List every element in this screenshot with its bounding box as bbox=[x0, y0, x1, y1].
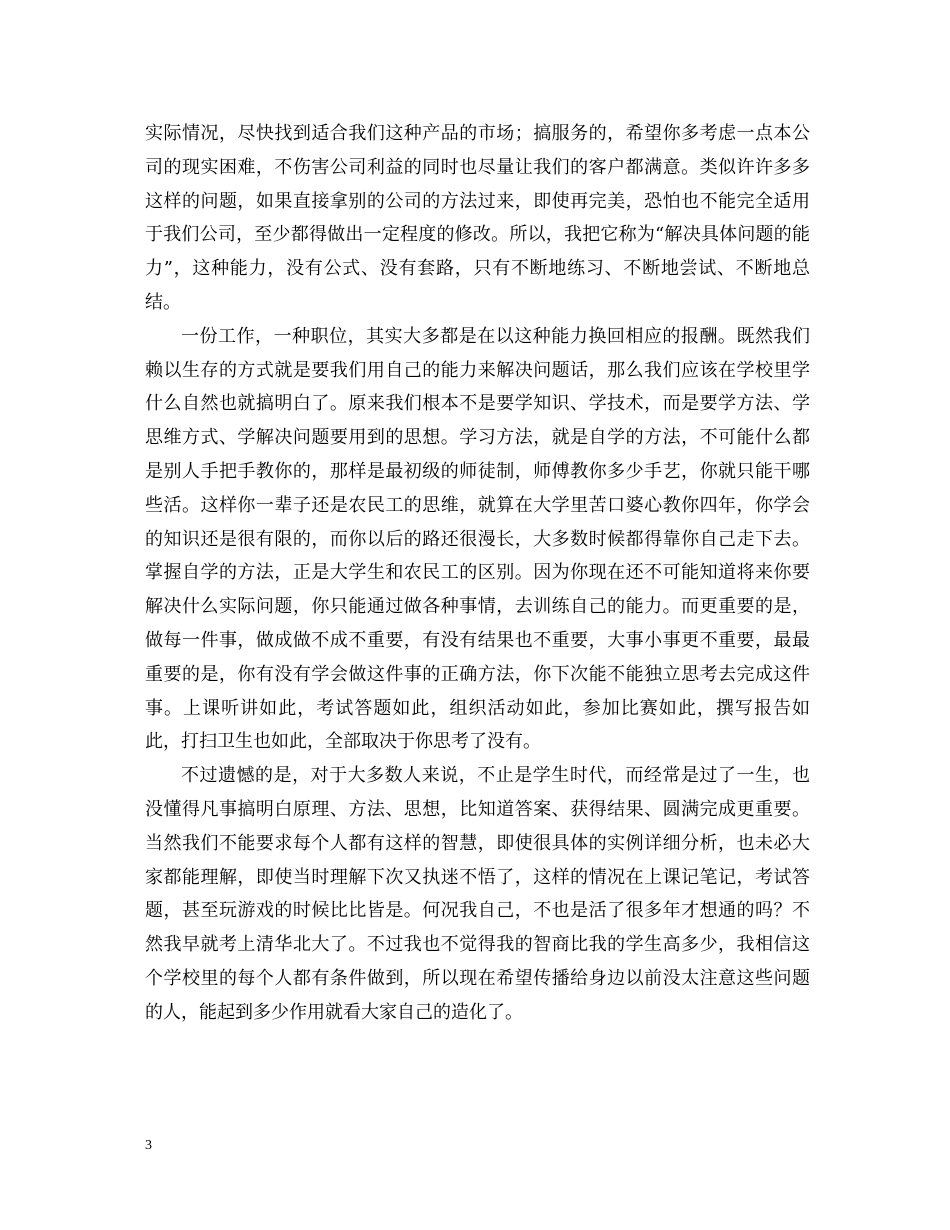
paragraph-1: 实际情况，尽快找到适合我们这种产品的市场；搞服务的，希望你多考虑一点本公司的现实困难，不伤害公司利益的同时也尽量让我们的客户都满意。类似许许多多这样的问题，如果直接拿别的公司的方法过来，即使再完美，恐怕也不能完全适用于我们公司，至少都得做出一定程度的修改。所以，我把它称为“解决具体问题的能力”，这种能力，没有公式、没有套路，只有不断地练习、不断地尝试、不断地总结。 bbox=[145, 123, 810, 313]
paragraph-3: 不过遗憾的是，对于大多数人来说，不止是学生时代，而经常是过了一生，也没懂得凡事搞明白原理、方法、思想，比知道答案、获得结果、圆满完成更重要。当然我们不能要求每个人都有这样的智慧，即使很具体的实例详细分析，也未必大家都能理解，即使当时理解下次又执迷不悟了，这样的情况在上课记笔记，考试答题，甚至玩游戏的时候比比皆是。何况我自己，不也是活了很多年才想通的吗？不然我早就考上清华北大了。不过我也不觉得我的智商比我的学生高多少，我相信这个学校里的每个人都有条件做到，所以现在希望传播给身边以前没太注意这些问题的人，能起到多少作用就看大家自己的造化了。 bbox=[145, 765, 810, 1023]
page-number: 3 bbox=[145, 1138, 152, 1153]
body-text bbox=[145, 117, 810, 1030]
paragraph-2: 一份工作，一种职位，其实大多都是在以这种能力换回相应的报酬。既然我们赖以生存的方式就是要我们用自己的能力来解决问题话，那么我们应该在学校里学什么自然也就搞明白了。原来我们根本不是要学知识、学技术，而是要学方法、学思维方式、学解决问题要用到的思想。学习方法，就是自学的方法，不可能什么都是别人手把手教你的，那样是最初级的师徒制，师傅教你多少手艺，你就只能干哪些活。这样你一辈子还是农民工的思维，就算在大学里苦口婆心教你四年，你学会的知识还是很有限的，而你以后的路还很漫长，大多数时候都得靠你自己走下去。掌握自学的方法，正是大学生和农民工的区别。因为你现在还不可能知道将来你要解决什么实际问题，你只能通过做各种事情，去训练自己的能力。而更重要的是，做每一件事，做成做不成不重要，有没有结果也不重要，大事小事更不重要，最最重要的是，你有没有学会做这件事的正确方法，你下次能不能独立思考去完成这件事。上课听讲如此，考试答题如此，组织活动如此，参加比赛如此，撰写报告如此，打扫卫生也如此，全部取决于你思考了没有。 bbox=[145, 325, 810, 753]
